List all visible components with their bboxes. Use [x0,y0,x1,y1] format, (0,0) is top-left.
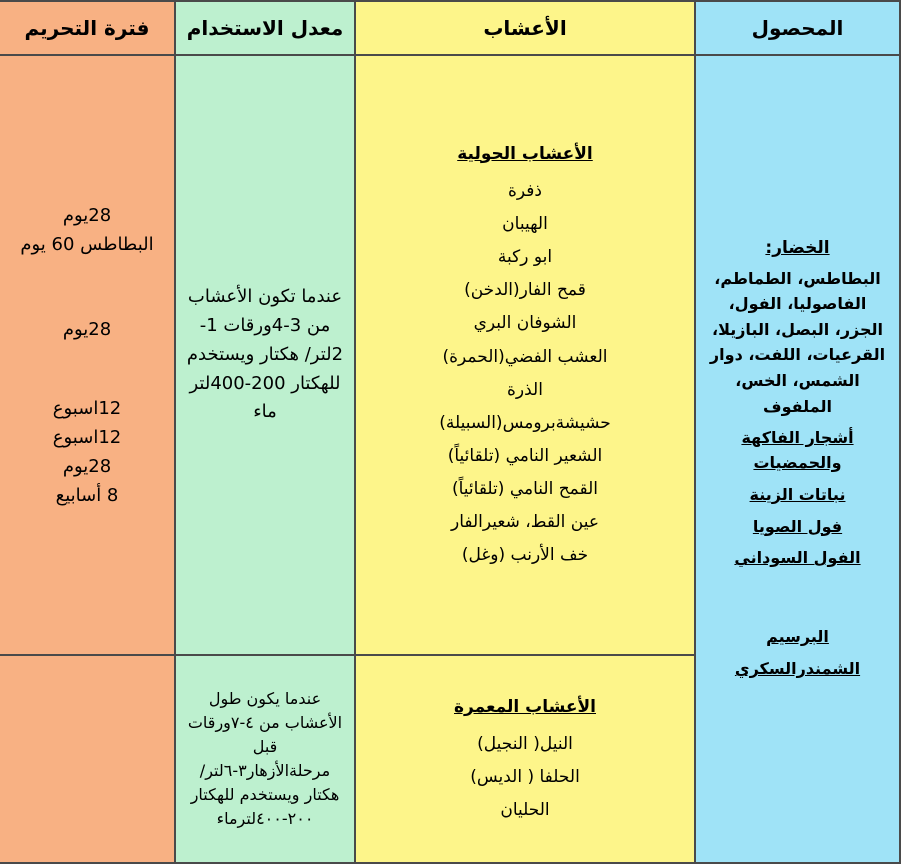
period-annual-content [6,202,168,509]
rate-cell-perennial [175,655,355,863]
herb-item: الشعير النامي (تلقائياً) [447,445,603,466]
period-cell-perennial [0,655,175,863]
period-value: 28يوم [62,455,112,477]
column-header-herbs: الأعشاب [355,1,695,55]
column-header-crop: المحصول [695,1,900,55]
herbs-annual-content [362,138,688,573]
herb-item: عين القط، شعيرالفار [451,512,599,533]
header-row [0,1,900,55]
crop-section-title-vegetables: الخضار: [765,238,830,259]
crop-section-title-soybean: فول الصويا [752,516,843,536]
column-header-rate: معدل الاستخدام [175,1,355,55]
period-cell-annual [0,55,175,655]
rate-perennial-text: عندما يكون طول الأعشاب من ٤-٧ورقات قبل مرحلةالأزهار٣-٦لتر/ هكتار ويستخدم للهكتار ٢٠٠-٤٠٠لترماء [187,689,343,829]
period-value: 12اسبوع [52,397,122,419]
herb-item: ابو ركبة [497,247,553,268]
period-group-mid [6,316,168,343]
crop-section-title-sugarbeet: الشمندرالسكري [734,658,861,678]
crop-section-title-fruit-trees: أشجار الفاكهة والحمضيات [741,428,854,472]
period-value: 12اسبوع [52,426,122,448]
herbs-perennial-title: الأعشاب المعمرة [454,696,596,717]
crop-section-title-peanut: الفول السوداني [734,548,861,568]
crop-section-title-clover: البرسيم [766,627,829,647]
herbs-perennial-content [362,691,688,828]
herb-item: الحليان [500,800,550,821]
period-value-potato: البطاطس 60 يوم [20,233,154,255]
herbs-cell-perennial [355,655,695,863]
herb-item: الحلفا ( الديس) [470,767,580,788]
herbs-cell-annual [355,55,695,655]
crop-section-text-vegetables: البطاطس، الطماطم، الفاصوليا، الفول، الجزر، البصل، البازيلا، القرعيات، اللفت، دوار الشمس، الخس، الملفوف [709,268,886,416]
period-value: 8 أسابيع [55,484,119,506]
herb-item: الشوفان البري [473,313,577,334]
rate-cell-annual [175,55,355,655]
period-group-top [6,202,168,258]
table-body [0,55,900,863]
crop-cell [695,55,900,863]
herb-item: ذفرة [508,180,542,201]
crop-section-title-ornamentals: نباتات الزينة [749,484,846,504]
crop-content [702,235,893,681]
period-value: 28يوم [62,204,112,226]
herb-item: حشيشةبرومس(السبيلة) [439,412,611,433]
herb-item: الهيبان [502,213,548,234]
herb-item: القمح النامي (تلقائياً) [451,479,599,500]
crop-spacer [708,578,887,618]
herb-item: العشب الفضي(الحمرة) [442,346,608,367]
table-header [0,1,900,55]
herb-item: الذرة [507,379,543,400]
herb-item: خف الأرنب (وغل) [461,545,589,566]
herb-item: قمح الفار(الدخن) [464,280,586,301]
column-header-period: فترة التحريم [0,1,175,55]
herb-item: النيل( النجيل) [477,733,573,754]
period-value: 28يوم [62,318,112,340]
rate-annual-text: عندما تكون الأعشاب من 3-4ورقات 1-2لتر/ هكتار ويستخدم للهكتار 200-400لتر ماء [186,286,344,423]
herbs-annual-title: الأعشاب الحولية [457,143,593,164]
table-row [0,55,900,655]
